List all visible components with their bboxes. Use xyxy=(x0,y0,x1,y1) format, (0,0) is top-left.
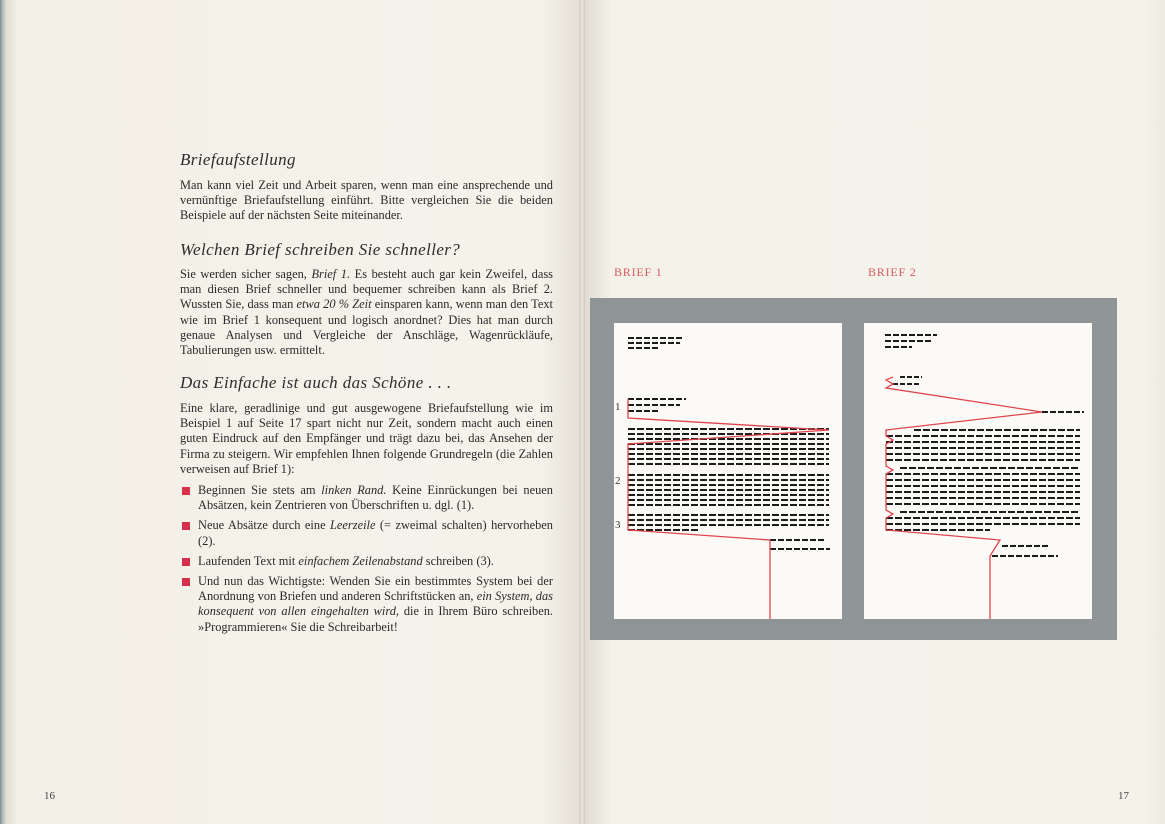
rule-text: Laufenden Text mit xyxy=(198,553,299,568)
rule-emphasis: linken Rand. xyxy=(321,483,387,497)
rule-text: Neue Absätze durch eine xyxy=(198,518,331,533)
page-number-left: 16 xyxy=(44,790,55,802)
para2-text-b: Es besteht auch gar kein Zweifel, dass man diesen Brief schneller und bequemer schreiben kann als Brief 2. Wussten Sie, dass man xyxy=(180,267,553,312)
rule-text: (= zweimal schalten) hervorheben (2). xyxy=(198,518,553,548)
heading-welchen-brief: Welchen Brief schreiben Sie schneller? xyxy=(180,240,461,259)
heading-briefaufstellung: Briefaufstellung xyxy=(180,150,296,169)
brief1-marker-3: 3 xyxy=(615,519,621,531)
rule-emphasis: ein System, das konsequent von allen eingehalten wird, xyxy=(198,589,553,619)
rule-text: Keine Einrückungen bei neuen Absätzen, kein Zentrieren von Überschriften u. dgl. (1). xyxy=(198,483,554,513)
brief1-marker-2: 2 xyxy=(615,475,621,487)
rule-text: Und nun das Wichtigste: Wenden Sie ein bestimmtes System bei der Anordnung von Briefen und anderen Schriftstücken an, xyxy=(198,574,553,604)
para2-text-a: Sie werden sicher sagen, xyxy=(180,267,312,281)
brief1-red-path xyxy=(628,399,829,619)
brief2-typed-lines xyxy=(885,335,1084,556)
rule-text: Beginnen Sie stets am xyxy=(198,483,322,497)
paragraph-grundregeln: Eine klare, geradlinige und gut ausgewogene Briefaufstellung wie im Beispiel 1 auf Seite 17 spart nicht nur Zeit, sondern macht auch einen guten Eindruck auf den Empfänger und trägt dazu bei, das Ansehen der Firma zu steigern. Wir empfehlen Ihnen folgende Grundregeln (die Zahlen verweisen auf Brief 1): xyxy=(180,401,553,476)
page-number-right: 17 xyxy=(1118,790,1129,802)
para2-emphasis-brief1: Brief 1. xyxy=(311,267,351,281)
heading-das-einfache: Das Einfache ist auch das Schöne . . . xyxy=(180,373,452,392)
brief1-label: BRIEF 1 xyxy=(614,265,663,279)
para2-text-c: einsparen kann, wenn man den Text wie im Brief 1 konsequent und logisch anordnet? Dies hat man durch genaue Analysen und Vergleiche der Anschläge, Wagenrückläufe, Tabulierungen usw. ermittelt. xyxy=(180,297,553,358)
brief1-typed-lines xyxy=(628,338,830,549)
brief2-label: BRIEF 2 xyxy=(868,265,917,279)
brief1-marker-1: 1 xyxy=(615,401,621,413)
rule-emphasis: einfachem Zeilenabstand xyxy=(298,553,423,568)
rule-text: die in Ihrem Büro schreiben. »Programmieren« Sie die Schreibarbeit! xyxy=(198,604,553,634)
para2-emphasis-zeit: etwa 20 % Zeit xyxy=(296,297,372,312)
paragraph-intro: Man kann viel Zeit und Arbeit sparen, wenn man eine ansprechende und vernünftige Briefaufstellung einführt. Bitte vergleichen Sie die beiden Beispiele auf der nächsten Seite miteinander. xyxy=(180,178,553,223)
rule-text: schreiben (3). xyxy=(422,553,494,568)
rule-emphasis: Leerzeile xyxy=(330,518,376,533)
